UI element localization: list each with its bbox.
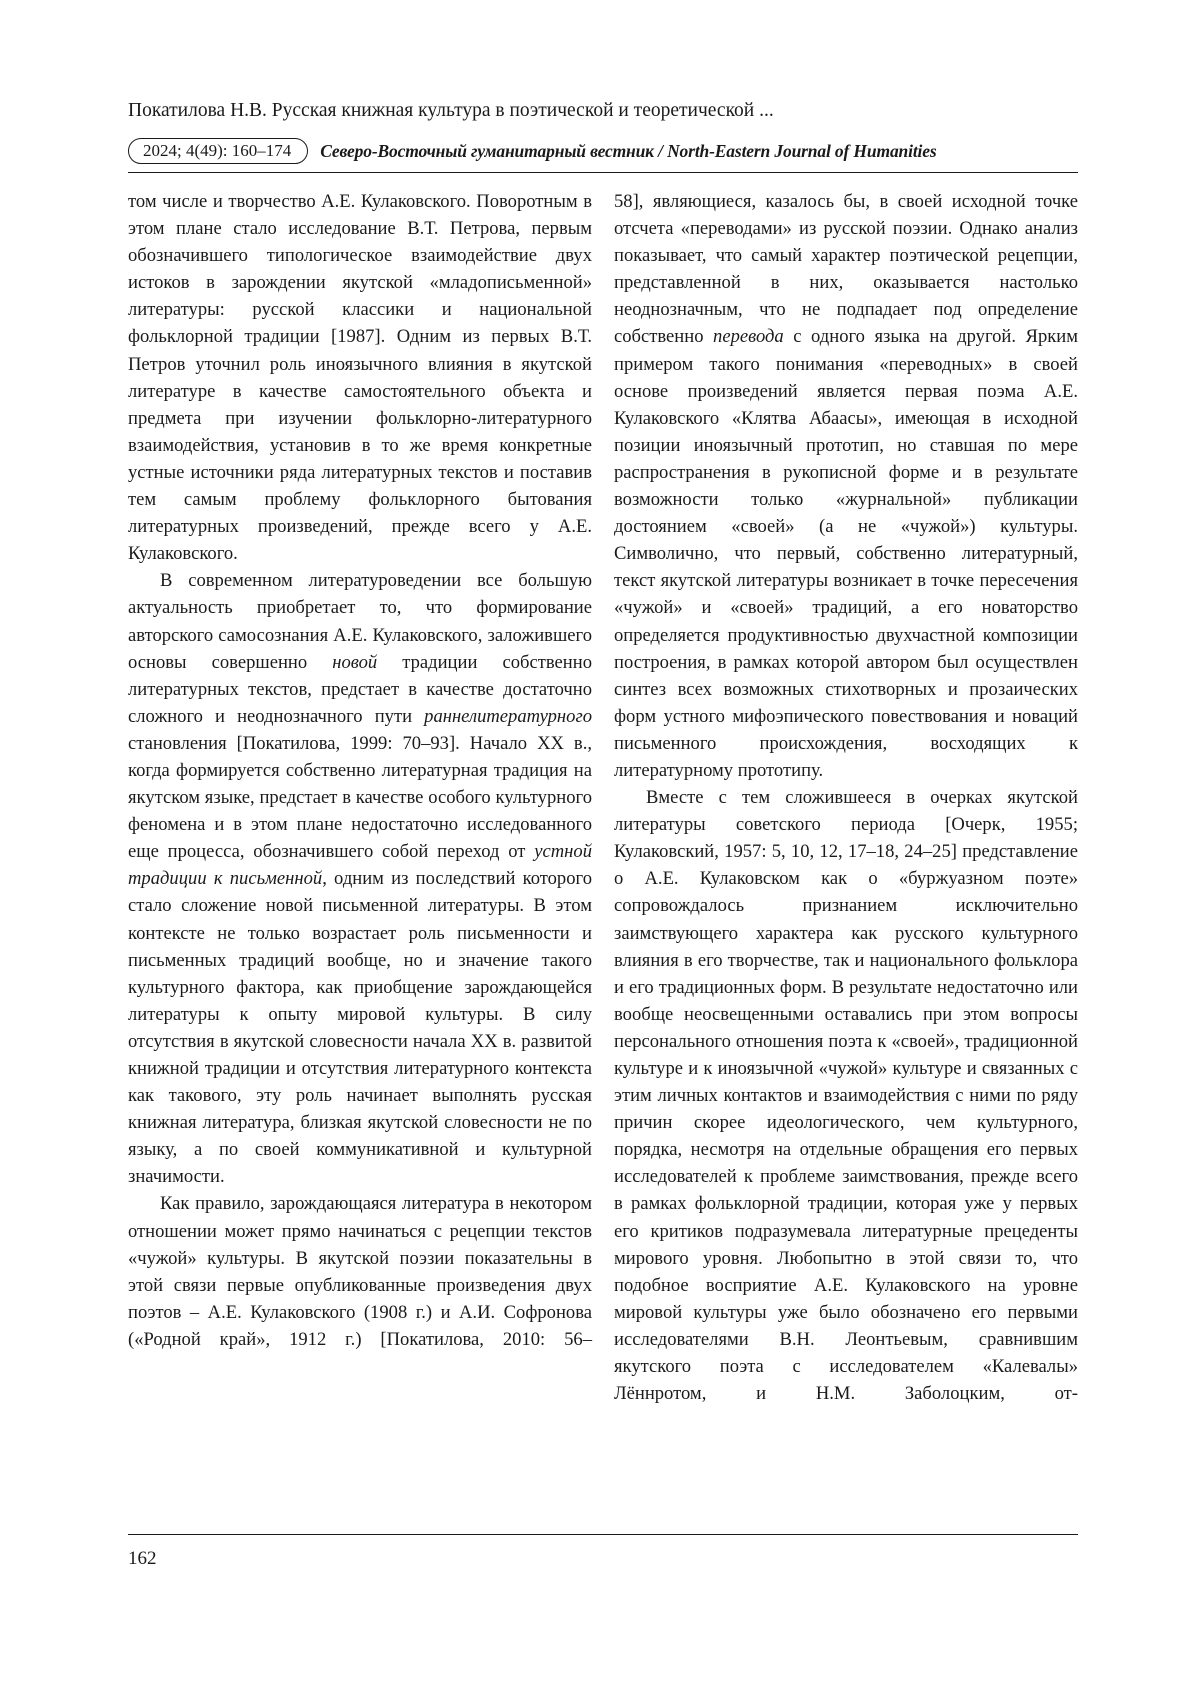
paragraph-text: становления [Покатилова, 1999: 70–93]. Начало XX в., когда формируется собственно литературная традиция на якутском языке, предстает в качестве особого культурного феномена и в этом плане недостаточно исследованного еще процесса, обозначившего собой переход от: [128, 732, 592, 863]
paragraph: [614, 188, 1078, 784]
paragraph-text: традиции собственно литературных текстов, предстает в качестве достаточно сложного и неоднозначного пути: [128, 651, 592, 727]
running-title: Покатилова Н.В. Русская книжная культура в поэтической и теоретической ...: [128, 100, 774, 121]
paragraph-text: 58], являющиеся, казалось бы, в своей исходной точке отсчета «переводами» из русской поэзии. Однако анализ показывает, что самый характер поэтической рецепции, представленной в них, оказывается настолько неоднозначным, что не подпадает под определение собственно: [614, 191, 1078, 348]
paragraph: том числе и творчество А.Е. Кулаковского. Поворотным в этом плане стало исследование В.Т. Петрова, первым обозначившего типологическое взаимодействие двух истоков в зарождении якутской «младописьменной» литературы: русской классики и национальной фольклорной традиции [1987]. Одним из первых В.Т. Петров уточнил роль иноязычного влияния в якутской литературе в качестве самостоятельного объекта и предмета при изучении фольклорно-литературного взаимодействия, установив в то же время конкретные устные источники ряда литературных текстов и поставив тем самым проблему фольклорного бытования литературных произведений, прежде всего у А.Е. Кулаковского.: [128, 191, 592, 565]
journal-title: Северо-Восточный гуманитарный вестник / North-Eastern Journal of Humanities: [320, 140, 937, 161]
paragraph-text: В современном литературоведении все большую актуальность приобретает то, что формирование авторского самосознания А.Е. Кулаковского, заложившего основы совершенно: [128, 570, 592, 673]
paragraph-text: , одним из последствий которого стало сложение новой письменной литературы. В этом контексте не только возрастает роль письменности и письменных традиций вообще, но и значение такого культурного фактора, как приобщение зарождающейся литературы к опыту мировой культуры. В силу отсутствия в якутской словесности начала XX в. развитой книжной традиции и отсутствия литературного контекста как такового, эту роль начинает выполнять русская книжная литература, близкая якутской словесности не по языку, а по своей коммуникативной и культурной значимости.: [128, 868, 592, 1188]
paragraph: Как правило, зарождающаяся литература в некотором отношении может прямо начинаться с рецепции текстов «чужой» культуры. В якутской поэзии показательны в этой связи первые опубликованные произведения двух поэтов – А.Е. Кулаковского (1908 г.) и А.И. Софронова («Родной край», 1912 г.) [Покатилова, 2010: 56–: [128, 1193, 592, 1350]
citation-badge: 2024; 4(49): 160–174: [128, 138, 308, 164]
header-divider: [128, 172, 1078, 173]
page-number: 162: [128, 1548, 157, 1569]
left-column: [128, 188, 592, 1353]
italic-term: перевода: [713, 326, 784, 348]
italic-term: новой: [332, 651, 378, 673]
italic-term: раннелитературного: [424, 705, 592, 727]
journal-masthead: [128, 136, 1078, 166]
italic-term: устной традиции к письменной: [128, 841, 592, 890]
right-column: [614, 188, 1078, 1407]
paragraph: [128, 567, 592, 1190]
paragraph: Вместе с тем сложившееся в очерках якутской литературы советского периода [Очерк, 1955; Кулаковский, 1957: 5, 10, 12, 17–18, 24–25] представление о А.Е. Кулаковском как о «буржуазном поэте» сопровождалось признанием исключительно заимствующего характера как русского культурного влияния в его творчестве, так и национального фольклора и его традиционных форм. В результате недостаточно или вообще неосвещенными оставались при этом вопросы персонального отношения поэта к «своей», традиционной культуре и к иноязычной «чужой» культуре и связанных с этим личных контактов и взаимодействия с ними по ряду причин скорее идеологического, чем культурного, порядка, несмотря на отдельные обращения его первых исследователей к проблеме заимствования, прежде всего в рамках фольклорной традиции, которая уже у первых его критиков подразумевала литературные прецеденты мирового уровня. Любопытно в этой связи то, что подобное восприятие А.Е. Кулаковского на уровне мировой культуры уже было обозначено его первыми исследователями В.Н. Леонтьевым, сравнившим якутского поэта с исследователем «Калевалы» Лённротом, и Н.М. Заболоцким, от-: [614, 787, 1078, 1405]
footer-divider: [128, 1534, 1078, 1535]
paragraph-text: с одного языка на другой. Ярким примером такого понимания «переводных» в своей основе произведений является первая поэма А.Е. Кулаковского «Клятва Абаасы», имеющая в исходной позиции иноязычный прототип, но ставшая по мере распространения в рукописной форме и в результате возможности только «журнальной» публикации достоянием «своей» (а не «чужой») культуры. Символично, что первый, собственно литературный, текст якутской литературы возникает в точке пересечения «чужой» и «своей» традиций, а его новаторство определяется продуктивностью двухчастной композиции построения, в рамках которой автором был осуществлен синтез всех возможных стихотворных и прозаических форм устного мифоэпического повествования и новаций письменного происхождения, восходящих к литературному прототипу.: [614, 326, 1078, 781]
